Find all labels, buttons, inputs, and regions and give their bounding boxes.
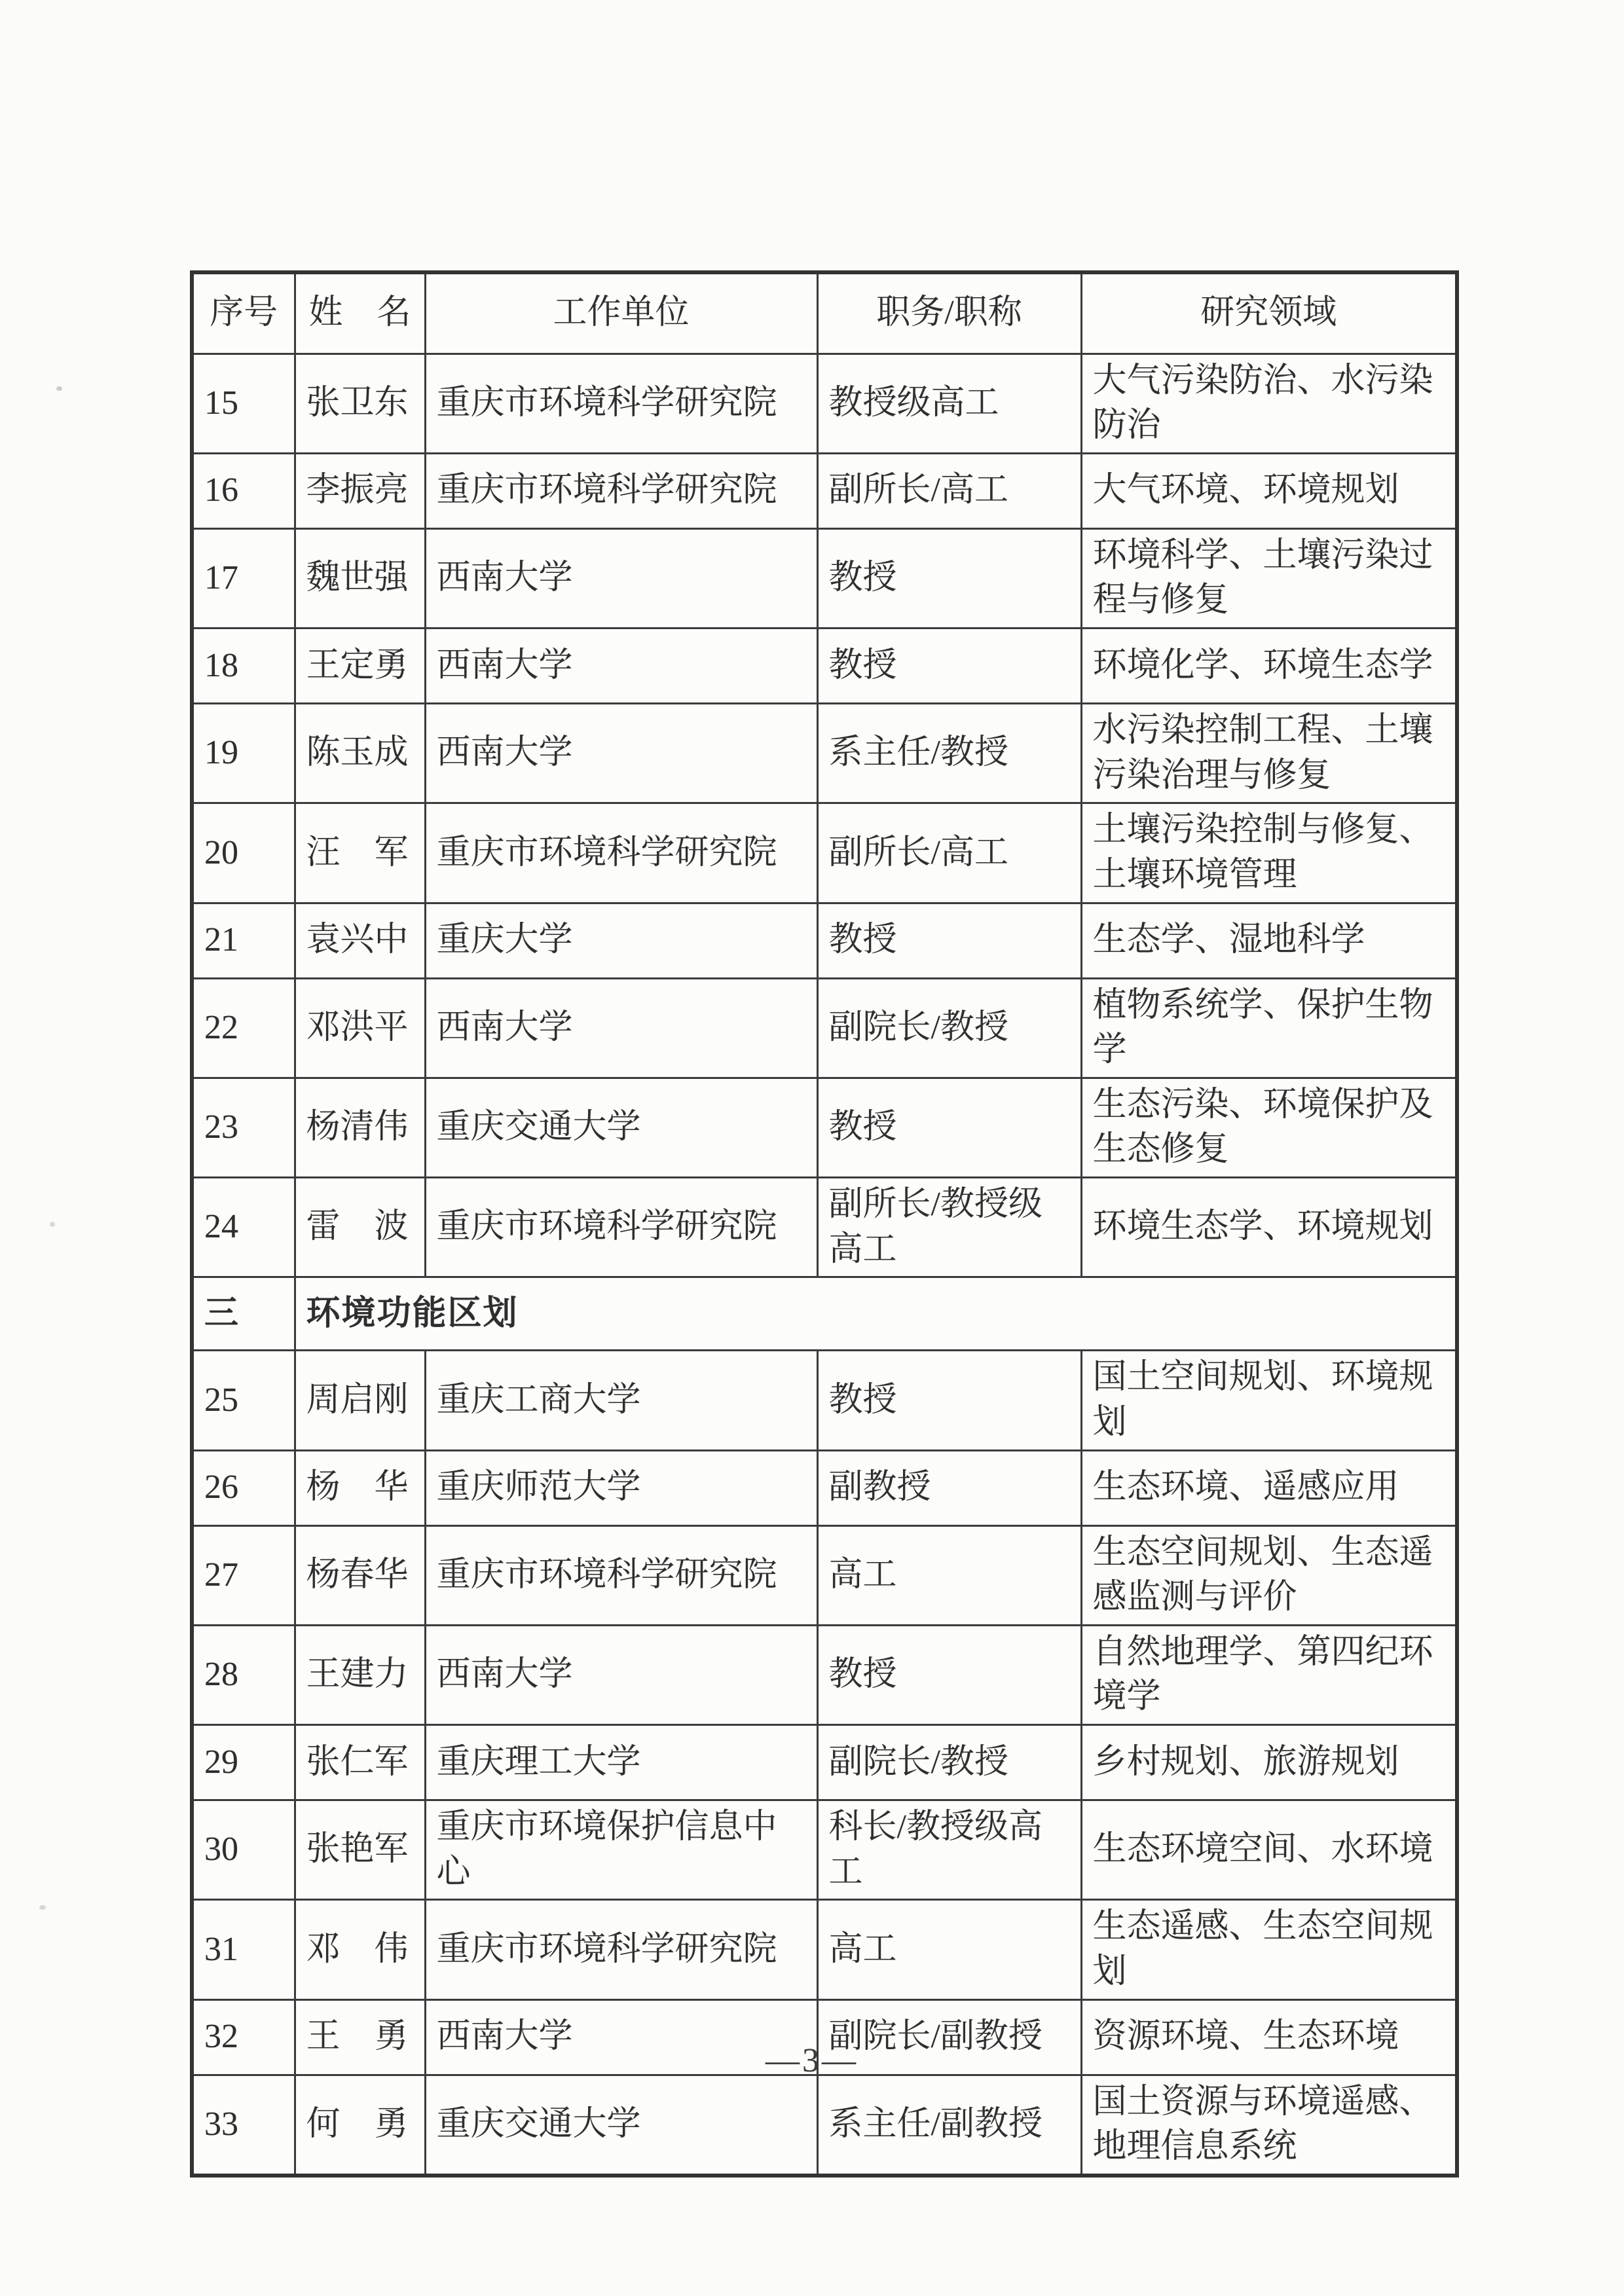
cell-name: 李振亮: [295, 453, 425, 528]
cell-org: 重庆交通大学: [425, 2075, 817, 2176]
cell-field: 生态环境、遥感应用: [1081, 1450, 1457, 1525]
cell-field: 国土空间规划、环境规划: [1081, 1351, 1457, 1450]
cell-title: 科长/教授级高工: [817, 1800, 1081, 1900]
cell-no: 17: [192, 528, 295, 628]
cell-name: 王建力: [295, 1625, 425, 1724]
cell-name: 何 勇: [295, 2075, 425, 2176]
cell-no: 28: [192, 1625, 295, 1724]
expert-roster-table: [190, 270, 1455, 2178]
cell-org: 重庆市环境科学研究院: [425, 1900, 817, 1999]
cell-no: 15: [192, 354, 295, 453]
cell-org: 西南大学: [425, 629, 817, 704]
cell-no: 33: [192, 2075, 295, 2176]
table-row: [192, 978, 1457, 1078]
table-row: [192, 1351, 1457, 1450]
section-number: 三: [192, 1277, 295, 1351]
cell-no: 30: [192, 1800, 295, 1900]
cell-no: 31: [192, 1900, 295, 1999]
cell-name: 邓洪平: [295, 978, 425, 1078]
cell-no: 27: [192, 1525, 295, 1625]
scan-speck: [56, 386, 62, 391]
table-row: [192, 528, 1457, 628]
cell-org: 重庆市环境科学研究院: [425, 803, 817, 903]
cell-name: 杨春华: [295, 1525, 425, 1625]
cell-no: 24: [192, 1178, 295, 1277]
cell-name: 张仁军: [295, 1725, 425, 1800]
cell-field: 生态污染、环境保护及生态修复: [1081, 1078, 1457, 1177]
cell-title: 副院长/教授: [817, 1725, 1081, 1800]
cell-field: 生态空间规划、生态遥感监测与评价: [1081, 1525, 1457, 1625]
header-name: 姓 名: [295, 272, 425, 354]
cell-name: 陈玉成: [295, 704, 425, 803]
cell-no: 22: [192, 978, 295, 1078]
cell-field: 水污染控制工程、土壤污染治理与修复: [1081, 704, 1457, 803]
cell-title: 系主任/教授: [817, 704, 1081, 803]
cell-title: 教授: [817, 528, 1081, 628]
cell-org: 西南大学: [425, 1625, 817, 1724]
section-row: [192, 1277, 1457, 1351]
cell-org: 重庆市环境科学研究院: [425, 1525, 817, 1625]
section-title: 环境功能区划: [295, 1277, 1457, 1351]
cell-name: 魏世强: [295, 528, 425, 628]
header-org: 工作单位: [425, 272, 817, 354]
cell-org: 西南大学: [425, 528, 817, 628]
cell-title: 高工: [817, 1525, 1081, 1625]
cell-org: 重庆工商大学: [425, 1351, 817, 1450]
cell-field: 乡村规划、旅游规划: [1081, 1725, 1457, 1800]
cell-title: 副所长/高工: [817, 453, 1081, 528]
cell-org: 重庆大学: [425, 903, 817, 978]
cell-title: 教授级高工: [817, 354, 1081, 453]
cell-field: 生态环境空间、水环境: [1081, 1800, 1457, 1900]
cell-no: 19: [192, 704, 295, 803]
table-row: [192, 903, 1457, 978]
table-row: [192, 1078, 1457, 1177]
table-row: [192, 1450, 1457, 1525]
cell-name: 王 勇: [295, 1999, 425, 2075]
cell-no: 20: [192, 803, 295, 903]
table-row: [192, 704, 1457, 803]
cell-title: 副所长/高工: [817, 803, 1081, 903]
cell-title: 教授: [817, 1625, 1081, 1724]
cell-title: 高工: [817, 1900, 1081, 1999]
cell-field: 环境科学、土壤污染过程与修复: [1081, 528, 1457, 628]
table-row: [192, 1525, 1457, 1625]
cell-no: 18: [192, 629, 295, 704]
cell-no: 23: [192, 1078, 295, 1177]
table-row: [192, 1900, 1457, 1999]
table-row: [192, 354, 1457, 453]
cell-title: 系主任/副教授: [817, 2075, 1081, 2176]
cell-no: 16: [192, 453, 295, 528]
cell-org: 重庆交通大学: [425, 1078, 817, 1177]
cell-org: 重庆师范大学: [425, 1450, 817, 1525]
cell-org: 重庆市环境科学研究院: [425, 354, 817, 453]
cell-org: 西南大学: [425, 1999, 817, 2075]
cell-title: 副所长/教授级高工: [817, 1178, 1081, 1277]
cell-field: 大气污染防治、水污染防治: [1081, 354, 1457, 453]
cell-title: 教授: [817, 1351, 1081, 1450]
cell-name: 雷 波: [295, 1178, 425, 1277]
cell-title: 教授: [817, 1078, 1081, 1177]
cell-org: 重庆市环境科学研究院: [425, 453, 817, 528]
cell-field: 生态学、湿地科学: [1081, 903, 1457, 978]
cell-no: 32: [192, 1999, 295, 2075]
table-row: [192, 1725, 1457, 1800]
cell-org: 西南大学: [425, 704, 817, 803]
cell-field: 自然地理学、第四纪环境学: [1081, 1625, 1457, 1724]
cell-field: 生态遥感、生态空间规划: [1081, 1900, 1457, 1999]
cell-title: 副院长/教授: [817, 978, 1081, 1078]
cell-name: 张卫东: [295, 354, 425, 453]
cell-field: 资源环境、生态环境: [1081, 1999, 1457, 2075]
cell-name: 邓 伟: [295, 1900, 425, 1999]
cell-no: 26: [192, 1450, 295, 1525]
cell-no: 25: [192, 1351, 295, 1450]
header-title: 职务/职称: [817, 272, 1081, 354]
table-row: [192, 1178, 1457, 1277]
cell-field: 大气环境、环境规划: [1081, 453, 1457, 528]
cell-name: 王定勇: [295, 629, 425, 704]
cell-title: 教授: [817, 629, 1081, 704]
scan-speck: [50, 1222, 55, 1227]
header-no: 序号: [192, 272, 295, 354]
cell-org: 重庆市环境科学研究院: [425, 1178, 817, 1277]
cell-field: 植物系统学、保护生物学: [1081, 978, 1457, 1078]
cell-title: 教授: [817, 903, 1081, 978]
header-field: 研究领域: [1081, 272, 1457, 354]
table-row: [192, 1625, 1457, 1724]
scan-speck: [39, 1905, 46, 1910]
cell-title: 副院长/副教授: [817, 1999, 1081, 2075]
page-number: —3—: [766, 2042, 858, 2079]
cell-no: 21: [192, 903, 295, 978]
cell-name: 汪 军: [295, 803, 425, 903]
cell-field: 环境化学、环境生态学: [1081, 629, 1457, 704]
cell-field: 环境生态学、环境规划: [1081, 1178, 1457, 1277]
cell-name: 袁兴中: [295, 903, 425, 978]
cell-name: 张艳军: [295, 1800, 425, 1900]
table-row: [192, 803, 1457, 903]
cell-org: 重庆理工大学: [425, 1725, 817, 1800]
cell-title: 副教授: [817, 1450, 1081, 1525]
cell-name: 杨 华: [295, 1450, 425, 1525]
cell-no: 29: [192, 1725, 295, 1800]
table-row: [192, 453, 1457, 528]
table-row: [192, 629, 1457, 704]
cell-field: 土壤污染控制与修复、土壤环境管理: [1081, 803, 1457, 903]
cell-field: 国土资源与环境遥感、地理信息系统: [1081, 2075, 1457, 2176]
cell-name: 杨清伟: [295, 1078, 425, 1177]
cell-org: 西南大学: [425, 978, 817, 1078]
table-row: [192, 1800, 1457, 1900]
cell-org: 重庆市环境保护信息中心: [425, 1800, 817, 1900]
table-header-row: [192, 272, 1457, 354]
cell-name: 周启刚: [295, 1351, 425, 1450]
table-row: [192, 2075, 1457, 2176]
